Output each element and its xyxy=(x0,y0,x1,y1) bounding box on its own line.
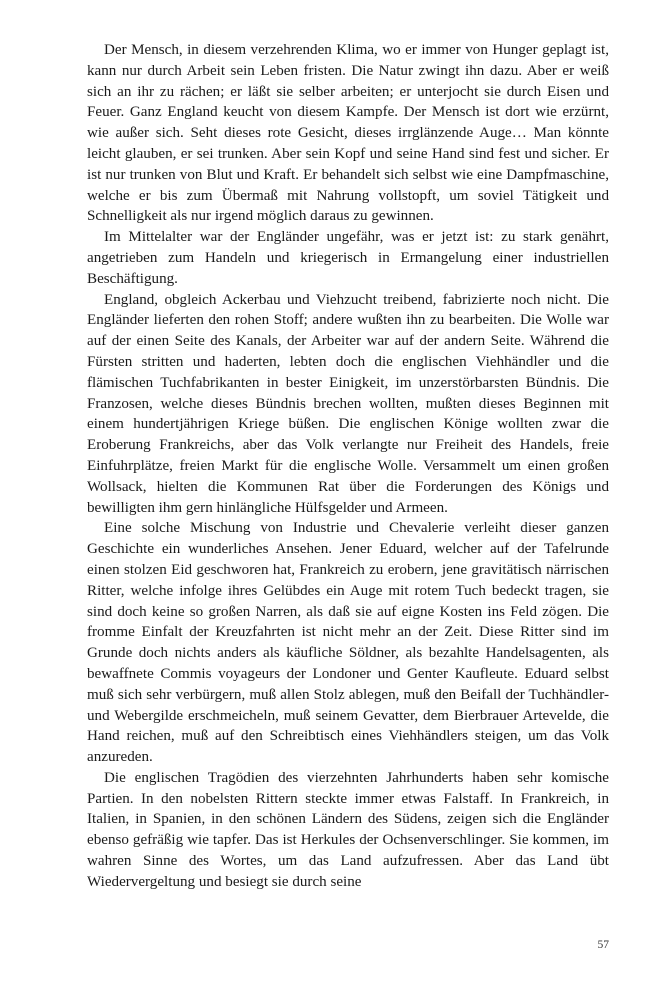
book-page xyxy=(87,40,609,970)
paragraph-5: Die englischen Tragödien des vierzehnten Jahrhunderts haben sehr komische Partien. In den nobelsten Rittern steckte immer etwas Falstaff. In Frankreich, in Italien, in Spanien, in den schönen Ländern des Südens, zeigen sich die Engländer ebenso gefräßig wie tapfer. Das ist Herkules der Ochsenverschlinger. Sie kommen, im wahren Sinne des Wortes, um das Land aufzufressen. Aber das Land übt Wiedervergeltung und besiegt sie durch seine xyxy=(87,769,609,890)
paragraph-1: Der Mensch, in diesem verzehrenden Klima, wo er immer von Hunger geplagt ist, kann nur durch Arbeit sein Leben fristen. Die Natur zwingt ihn dazu. Aber er weiß sich an ihr zu rächen; er läßt sie selber arbeiten; er unterjocht sie durch Eisen und Feuer. Ganz England keucht von diesem Kampfe. Der Mensch ist dort wie erzürnt, wie außer sich. Seht dieses rote Gesicht, dieses irrglänzende Auge… Man könnte leicht glauben, er sei trunken. Aber sein Kopf und seine Hand sind fest und sicher. Er ist nur trunken von Blut und Kraft. Er behandelt sich selbst wie eine Dampfmaschine, welche er bis zum Übermaß mit Nahrung vollstopft, um soviel Tätigkeit und Schnelligkeit als nur irgend möglich daraus zu gewinnen. xyxy=(87,42,609,225)
page-number: 57 xyxy=(597,939,609,951)
paragraph-2: Im Mittelalter war der Engländer ungefähr, was er jetzt ist: zu stark genährt, angetrieben zum Handeln und kriegerisch in Ermangelung einer industriellen Beschäftigung. xyxy=(87,229,609,287)
paragraph-3: England, obgleich Ackerbau und Viehzucht treibend, fabrizierte noch nicht. Die Engländer lieferten den rohen Stoff; andere wußten ihn zu bearbeiten. Die Wolle war auf der einen Seite des Kanals, der Arbeiter war auf der andern Seite. Während die Fürsten stritten und haderten, lebten doch die englischen Viehhändler und die flämischen Tuchfabrikanten in bester Einigkeit, im unzerstörbarsten Bündnis. Die Franzosen, welche dieses Bündnis brechen wollten, mußten dieses Beginnen mit einem hundertjährigen Kriege büßen. Die englischen Könige wollten zwar die Eroberung Frankreichs, aber das Volk verlangte nur Freiheit des Handels, freie Einfuhrplätze, freien Markt für die englische Wolle. Versammelt um einen großen Wollsack, hielten die Kommunen Rat über die Forderungen des Königs und bewilligten ihm gern hinlängliche Hülfsgelder und Armeen. xyxy=(87,291,609,516)
body-text xyxy=(87,40,609,893)
paragraph-4: Eine solche Mischung von Industrie und Chevalerie verleiht dieser ganzen Geschichte ein wunderliches Ansehen. Jener Eduard, welcher auf der Tafelrunde einen stolzen Eid geschworen hat, Frankreich zu erobern, jene gravitätisch närrischen Ritter, welche infolge ihres Gelübdes ein Auge mit rotem Tuch bedeckt tragen, sie sind doch keine so großen Narren, als daß sie auf eigne Kosten ins Feld zögen. Die fromme Einfalt der Kreuzfahrten ist nicht mehr an der Zeit. Diese Ritter sind im Grunde doch nichts anders als käufliche Söldner, als bezahlte Handelsagenten, als bewaffnete Commis voyageurs der Londoner und Genter Kaufleute. Eduard selbst muß sich sehr verbürgern, muß allen Stolz ablegen, muß den Beifall der Tuchhändler- und Webergilde erschmeicheln, muß seinem Gevatter, dem Bierbrauer Artevelde, die Hand reichen, muß auf den Schreibtisch eines Viehhändlers steigen, um das Volk anzureden. xyxy=(87,520,609,766)
